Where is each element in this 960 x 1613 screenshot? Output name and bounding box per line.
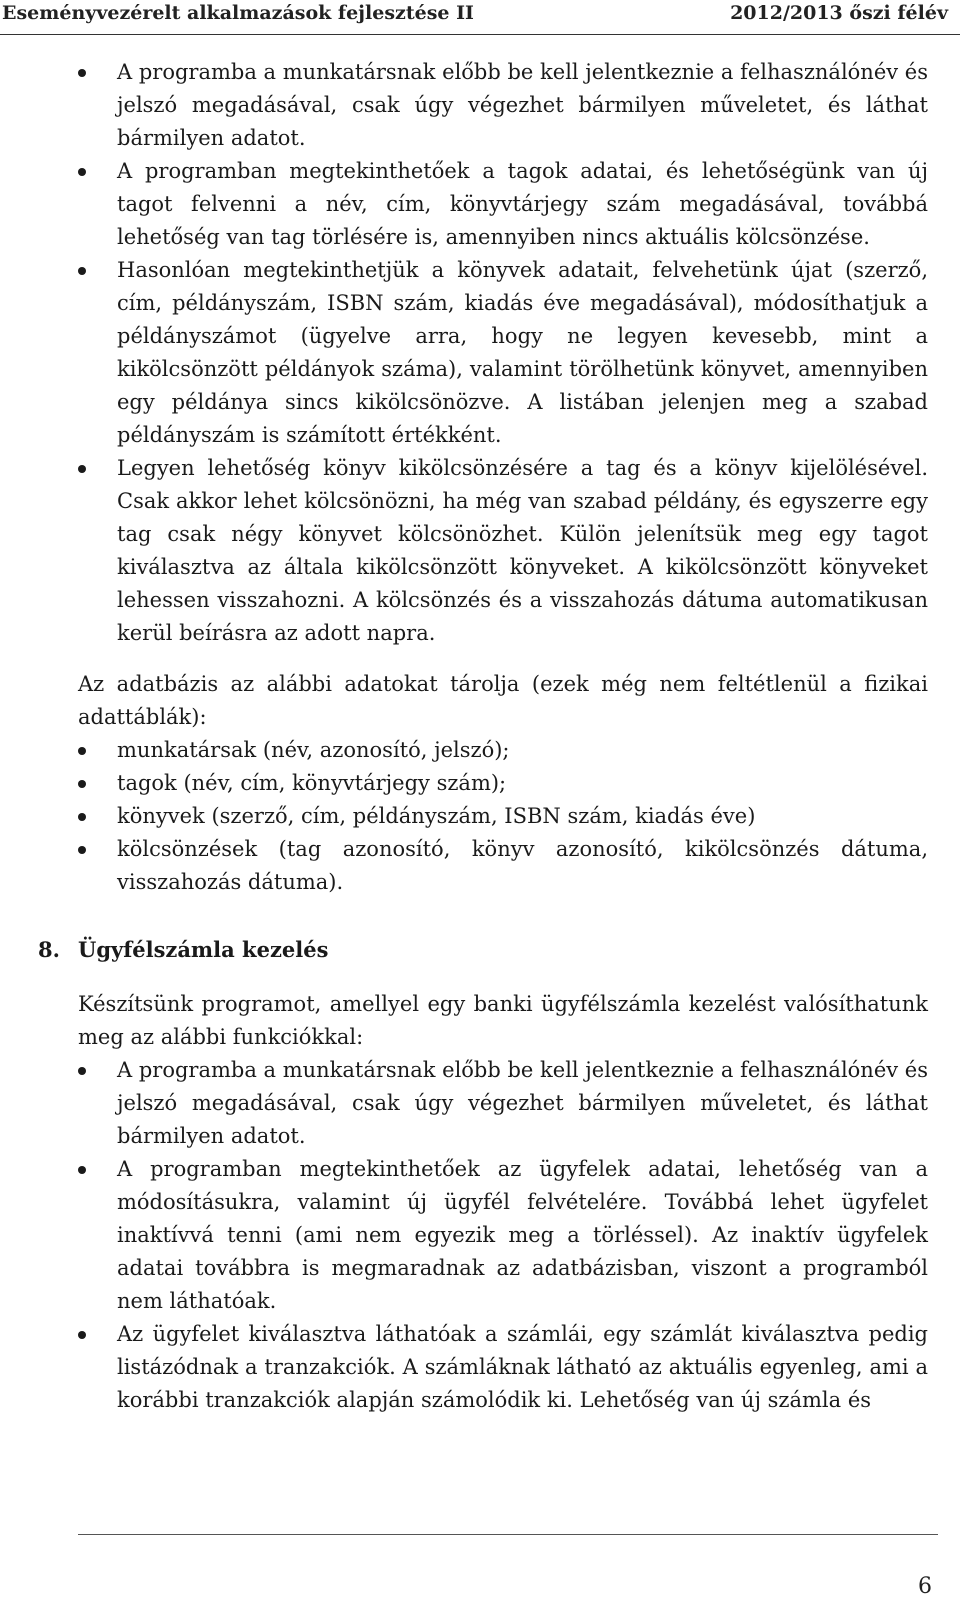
section-title: Ügyfélszámla kezelés <box>78 937 329 962</box>
list-item: munkatársak (név, azonosító, jelszó); <box>78 734 928 767</box>
list-item: A programban megtekinthetőek a tagok adatai, és lehetőségünk van új tagot felvenni a név, cím, könyvtárjegy szám megadásával, továbbá lehetőség van tag törlésére is, amennyiben nincs aktuális kölcsönzése. <box>78 155 928 254</box>
bullet-icon <box>78 813 86 821</box>
bullet-icon <box>78 1067 86 1075</box>
bullet-icon <box>78 846 86 854</box>
bullet-icon <box>78 168 86 176</box>
bullet-icon <box>78 780 86 788</box>
bullet-icon <box>78 1166 86 1174</box>
database-intro-paragraph: Az adatbázis az alábbi adatokat tárolja (ezek még nem feltétlenül a fizikai adattáblák): <box>78 672 928 729</box>
list-item: A programban megtekinthetőek az ügyfelek adatai, lehetőség van a módosításukra, valamint új ügyfél felvételére. Továbbá lehet ügyfelet inaktívvá tenni (ami nem egyezik meg a törléssel). Az inaktív ügyfelek adatai továbbra is megmaradnak az adatbázisban, viszont a programból nem láthatóak. <box>78 1153 928 1318</box>
header-divider <box>0 34 960 35</box>
footer-divider <box>78 1534 938 1535</box>
list-item: Legyen lehetőség könyv kikölcsönzésére a tag és a könyv kijelölésével. Csak akkor lehet kölcsönözni, ha még van szabad példány, és egyszerre egy tag csak négy könyvet kölcsönözhet. Külön jelenítsük meg egy tagot kiválasztva az általa kikölcsönzött könyveket. A kikölcsönzött könyveket lehessen visszahozni. A kölcsönzés és a visszahozás dátuma automatikusan kerül beírásra az adott napra. <box>78 452 928 650</box>
bullet-icon <box>78 465 86 473</box>
list-item: tagok (név, cím, könyvtárjegy szám); <box>78 767 928 800</box>
page-header <box>0 0 960 40</box>
bank-requirements-list <box>78 1054 928 1417</box>
database-tables-list <box>78 734 928 899</box>
semester-label: 2012/2013 őszi félév <box>730 2 948 24</box>
list-item: kölcsönzések (tag azonosító, könyv azonosító, kikölcsönzés dátuma, visszahozás dátuma). <box>78 833 928 899</box>
list-item: Hasonlóan megtekinthetjük a könyvek adatait, felvehetünk újat (szerző, cím, példányszám, ISBN szám, kiadás éve megadásával), módosíthatjuk a példányszámot (ügyelve arra, hogy ne legyen kevesebb, mint a kikölcsönzött példányok száma), valamint törölhetünk könyvet, amennyiben egy példánya sincs kikölcsönözve. A listában jelenjen meg a szabad példányszám is számított értékként. <box>78 254 928 452</box>
list-item: Az ügyfelet kiválasztva láthatóak a számlái, egy számlát kiválasztva pedig listázódnak a tranzakciók. A számláknak látható az aktuális egyenleg, ami a korábbi tranzakciók alapján számolódik ki. Lehetőség van új számla és <box>78 1318 928 1417</box>
list-item: A programba a munkatársnak előbb be kell jelentkeznie a felhasználónév és jelszó megadásával, csak úgy végezhet bármilyen műveletet, és láthat bármilyen adatot. <box>78 56 928 155</box>
document-body <box>38 56 929 1417</box>
bullet-icon <box>78 1331 86 1339</box>
list-item: könyvek (szerző, cím, példányszám, ISBN szám, kiadás éve) <box>78 800 928 833</box>
section-intro-paragraph: Készítsünk programot, amellyel egy banki ügyfélszámla kezelést valósíthatunk meg az alábbi funkciókkal: <box>78 992 928 1049</box>
list-item: A programba a munkatársnak előbb be kell jelentkeznie a felhasználónév és jelszó megadásával, csak úgy végezhet bármilyen műveletet, és láthat bármilyen adatot. <box>78 1054 928 1153</box>
bullet-icon <box>78 69 86 77</box>
section-heading <box>38 933 928 966</box>
bullet-icon <box>78 267 86 275</box>
section-number: 8. <box>38 937 60 962</box>
bullet-icon <box>78 747 86 755</box>
course-title: Eseményvezérelt alkalmazások fejlesztése II <box>2 2 474 24</box>
library-requirements-list <box>78 56 928 650</box>
page-number: 6 <box>918 1574 932 1599</box>
